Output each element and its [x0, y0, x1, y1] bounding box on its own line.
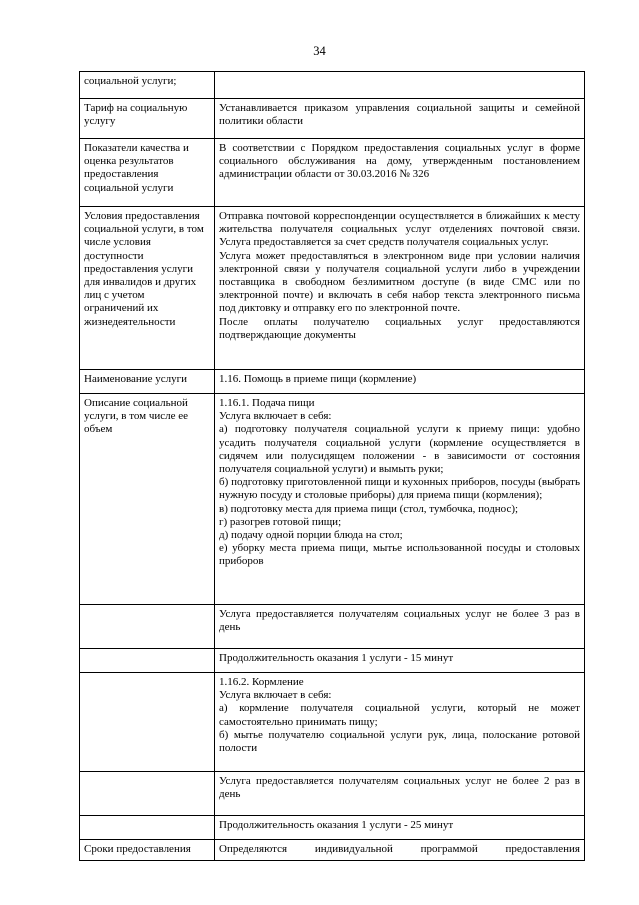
- row-label-cell: [80, 840, 215, 861]
- row-label-line: социальной услуги, в том: [84, 223, 204, 236]
- row-label-cell: [80, 394, 215, 605]
- row-value-cell: [215, 99, 585, 139]
- page-number: 34: [313, 44, 326, 58]
- row-label-cell: [80, 207, 215, 370]
- row-value-paragraph: 1.16. Помощь в приеме пищи (кормление): [219, 373, 417, 385]
- row-value-cell: [215, 605, 585, 649]
- row-value-cell: [215, 772, 585, 816]
- row-value-cell: [215, 394, 585, 605]
- table-row: [80, 840, 585, 861]
- row-value-cell: [215, 207, 585, 370]
- row-label-line: социальной услуги;: [84, 75, 177, 87]
- services-table-body: [80, 72, 585, 861]
- row-label-cell: [80, 139, 215, 207]
- row-value-paragraph: После оплаты получателю социальных услуг предоставляются подтверждающие документы: [219, 315, 580, 341]
- table-row: [80, 99, 585, 139]
- row-value-paragraph: В соответствии с Порядком предоставления социальных услуг в форме социального обслуживания на дому, утвержденным постановлением администрации области от 30.03.2016 № 326: [219, 142, 580, 181]
- row-value-paragraph: д) подачу одной порции блюда на стол;: [219, 529, 403, 542]
- row-label-line: ограничений их: [84, 302, 159, 315]
- row-value-paragraph: 1.16.1. Подача пищи: [219, 397, 315, 409]
- row-value-paragraph: е) уборку места приема пищи, мытье использованной посуды и столовых приборов: [219, 542, 580, 568]
- row-value-paragraph: Продолжительность оказания 1 услуги - 15 минут: [219, 652, 454, 664]
- row-value-paragraph: Услуга включает в себя:: [219, 410, 332, 423]
- row-label-cell: [80, 816, 215, 840]
- row-value-paragraph: б) мытье получателю социальной услуги рук, лица, полоскание ротовой полости: [219, 728, 580, 755]
- row-label-line: услуги, в том числе ее: [84, 410, 189, 423]
- row-label-line: числе условия: [84, 236, 151, 249]
- row-label-line: предоставления услуги: [84, 262, 193, 275]
- row-value-cell: [215, 673, 585, 772]
- table-row: [80, 816, 585, 840]
- row-value-paragraph: Услуга может предоставляться в электронном виде при условии наличия электронной связи у получателя социальной услуги либо в учреждении поставщика в свободном безлимитном доступе (в виде СМС или по электронной почте) и включать в себя набор текста электронного письма под диктовку и отправку его по электронной почте.: [219, 249, 580, 315]
- row-label-line: жизнедеятельности: [84, 315, 176, 328]
- row-label-line: оценка результатов: [84, 155, 174, 168]
- row-label-line: для инвалидов и других: [84, 276, 197, 289]
- table-row: [80, 139, 585, 207]
- row-label-cell: [80, 649, 215, 673]
- row-value-paragraph: в) подготовку места для приема пищи (стол, тумбочка, поднос);: [219, 502, 519, 515]
- table-row: [80, 72, 585, 99]
- table-row: [80, 605, 585, 649]
- table-row: [80, 772, 585, 816]
- row-label-line: объем: [84, 423, 113, 436]
- row-label-line: социальной услуги: [84, 181, 174, 194]
- row-label-line: Условия предоставления: [84, 210, 200, 222]
- row-value-paragraph: Устанавливается приказом управления социальной защиты и семейной политики области: [219, 102, 580, 128]
- row-value-paragraph: Услуга включает в себя:: [219, 689, 332, 702]
- row-value-paragraph: а) кормление получателя социальной услуги, который не может самостоятельно принимать пищу;: [219, 702, 580, 728]
- row-label-cell: [80, 673, 215, 772]
- row-value-paragraph: 1.16.2. Кормление: [219, 676, 304, 688]
- row-label-line: предоставления: [84, 168, 159, 181]
- row-label-line: Наименование услуги: [84, 373, 188, 385]
- row-label-line: Показатели качества и: [84, 142, 189, 154]
- row-value-paragraph: г) разогрев готовой пищи;: [219, 515, 342, 528]
- row-label-line: доступности: [84, 249, 144, 262]
- row-label-line: Тариф на социальную: [84, 102, 188, 114]
- row-value-cell: [215, 649, 585, 673]
- row-value-paragraph: Отправка почтовой корреспонденции осуществляется в ближайших к месту жительства получателя социальных услуг отделениях почтовой связи. Услуга предоставляется за счет средств получателя социальных услуг.: [219, 210, 580, 249]
- row-value-cell: [215, 370, 585, 394]
- table-row: [80, 207, 585, 370]
- row-value-paragraph: Услуга предоставляется получателям социальных услуг не более 2 раз в день: [219, 775, 580, 801]
- row-value-cell: [215, 139, 585, 207]
- row-value-cell: [215, 816, 585, 840]
- row-label-cell: [80, 99, 215, 139]
- table-row: [80, 370, 585, 394]
- row-label-line: лиц с учетом: [84, 289, 145, 302]
- row-value-cell: [215, 840, 585, 861]
- row-value-paragraph: Услуга предоставляется получателям социальных услуг не более 3 раз в день: [219, 608, 580, 634]
- row-label-line: Сроки предоставления: [84, 843, 191, 855]
- row-label-line: Описание социальной: [84, 397, 188, 409]
- table-row: [80, 673, 585, 772]
- services-table: [79, 71, 585, 861]
- row-value-paragraph: Определяются индивидуальной программой предоставления: [219, 843, 580, 855]
- table-row: [80, 394, 585, 605]
- row-value-paragraph: а) подготовку получателя социальной услуги к приему пищи: удобно усадить получателя социальной услуги (кормление осуществляется в сидячем или полусидящем положении - в зависимости от состояния получателя социальной услуги) и вымыть руки;: [219, 423, 580, 476]
- table-row: [80, 649, 585, 673]
- row-label-line: услугу: [84, 115, 116, 128]
- row-value-paragraph: б) подготовку приготовленной пищи и кухонных приборов, посуды (выбрать нужную посуду и столовые приборы) для приема пищи (кормления);: [219, 476, 580, 502]
- row-label-cell: [80, 772, 215, 816]
- row-value-cell: [215, 72, 585, 99]
- row-label-cell: [80, 72, 215, 99]
- row-label-cell: [80, 605, 215, 649]
- row-label-cell: [80, 370, 215, 394]
- row-value-paragraph: Продолжительность оказания 1 услуги - 25 минут: [219, 819, 454, 831]
